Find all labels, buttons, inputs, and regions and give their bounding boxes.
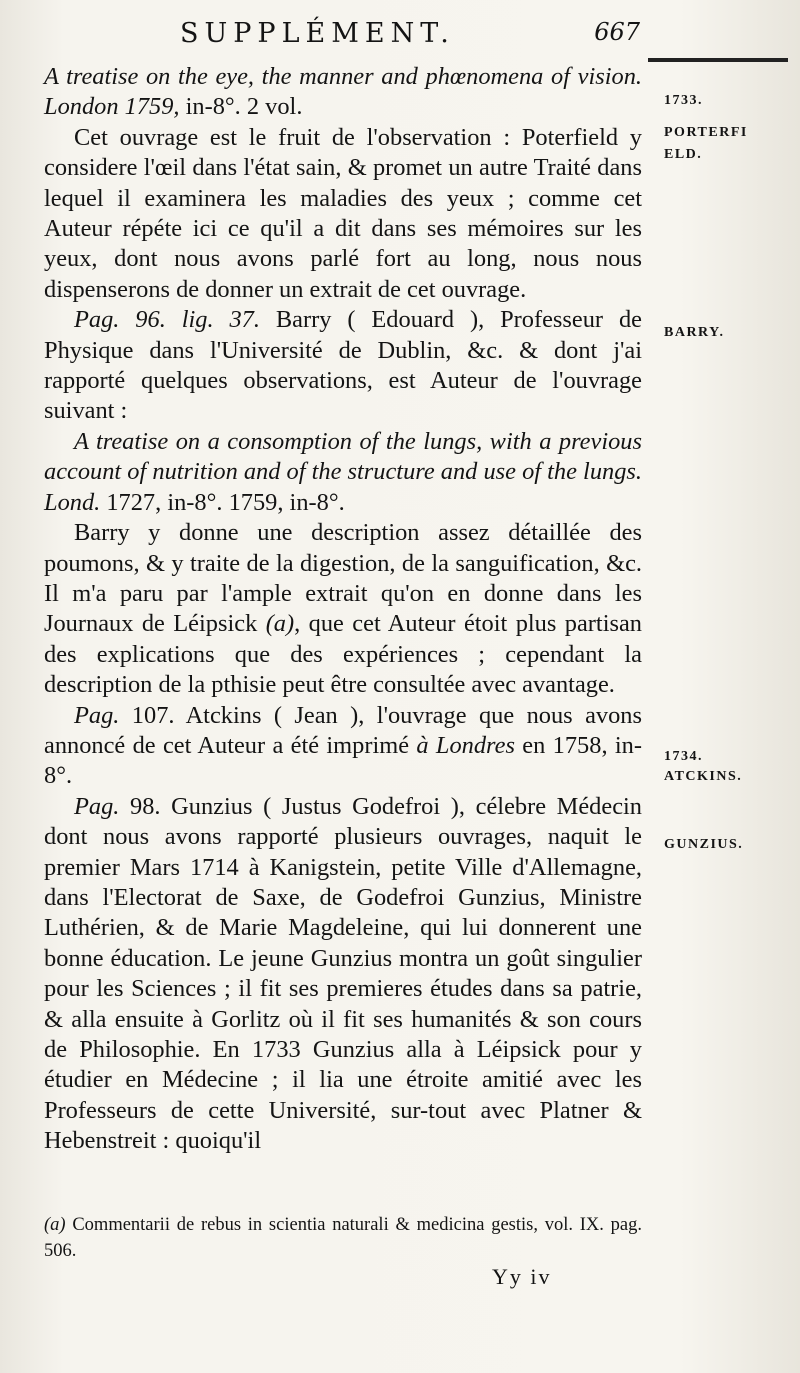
place-name: à Londres [416,731,515,759]
page-header [180,14,640,58]
paragraph-barry [44,305,642,427]
paragraph-text: Barry y donne une description assez détaillée des poumons, & y traite de la digestion, de la sanguification, &c. Il m'a paru par l'ample extrait qu'on en donne dans les Journaux de Léipsick [44,519,642,638]
main-text [44,62,642,1157]
footnote [44,1212,642,1264]
book-format: 1727, in-8°. 1759, in-8°. [100,488,345,516]
footnote-marker: (a) [44,1215,66,1235]
margin-year-1734: 1734. [664,749,703,764]
footnote-text: Commentarii de rebus in scientia naturali & medicina gestis, vol. IX. pag. 506. [44,1215,642,1261]
header-rule [648,58,788,62]
paragraph-text: 107. Atckins ( Jean ), l'ouvrage que nous avons annoncé de cet Auteur a été imprimé [44,701,642,759]
book-title: A treatise on a consomption of the lungs, with a previous account of nutrition and of the structure and use of the lungs. Lond. [44,427,642,516]
page-reference: Pag. [74,792,120,820]
paragraph-atckins [44,701,642,792]
paragraph-porterfield-title [44,62,642,123]
page-number: 667 [594,18,640,46]
footnote-ref: (a) [265,610,295,638]
book-format: in-8°. 2 vol. [179,93,303,121]
paragraph-text: Barry ( Edouard ), Professeur de Physique dans l'Université de Dublin, &c. & dont j'ai rapporté quelques observations, est Auteur de l'ouvrage suivant : [44,306,642,425]
paragraph-gunzius [44,792,642,1157]
margin-name-atckins: ATCKINS. [664,769,743,784]
page-reference: Pag. 96. lig. 37. [74,306,260,334]
page-reference: Pag. [74,701,120,729]
paragraph-barry-title [44,427,642,518]
margin-name-porterfield: PORTERFIELD. [664,125,748,162]
paragraph-text: 98. Gunzius ( Justus Godefroi ), célebre Médecin dont nous avons rapporté plusieurs ouvrages, naquit le premier Mars 1714 à Kanigstein, petite Ville d'Allemagne, dans l'Electorat de Saxe, de Godefroi Gunzius, Ministre Luthérien, & de Marie Magdeleine, qui lui donnerent une bonne éducation. Le jeune Gunzius montra un goût singulier pour les Sciences ; il fit ses premieres études dans sa patrie, & alla ensuite à Gorlitz où il fit ses humanités & son cours de Philosophie. En 1733 Gunzius alla à Léipsick pour y étudier en Médecine ; il lia une étroite amitié avec les Professeurs de cette Université, sur-tout avec Platner & Hebenstreit : quoiqu'il [44,792,642,1155]
paragraph-text: en 1758, in-8°. [44,731,642,790]
paragraph-porterfield: Cet ouvrage est le fruit de l'observation : Poterfield y considere l'œil dans l'état sain, & promet un autre Traité dans lequel il examinera les maladies des yeux ; comme cet Auteur répéte ici ce qu'il a dit dans ses mémoires sur les yeux, dont nous avons parlé fort au long, nous nous dispenserons de donner un extrait de cet ouvrage. [44,123,642,303]
book-title: A treatise on the eye, the manner and phœnomena of vision. London 1759, [44,63,642,121]
running-head: SUPPLÉMENT. [180,18,455,49]
signature-mark: Yy iv [492,1264,552,1289]
margin-name-gunzius: GUNZIUS. [664,837,744,852]
paragraph-barry-description [44,518,642,700]
paragraph-text: , que cet Auteur étoit plus partisan des explications que des expériences ; cependant la description de la pthisie peut être consultée avec avantage. [44,610,642,699]
margin-name-barry: BARRY. [664,325,725,340]
margin-year-1733: 1733. [664,93,703,108]
